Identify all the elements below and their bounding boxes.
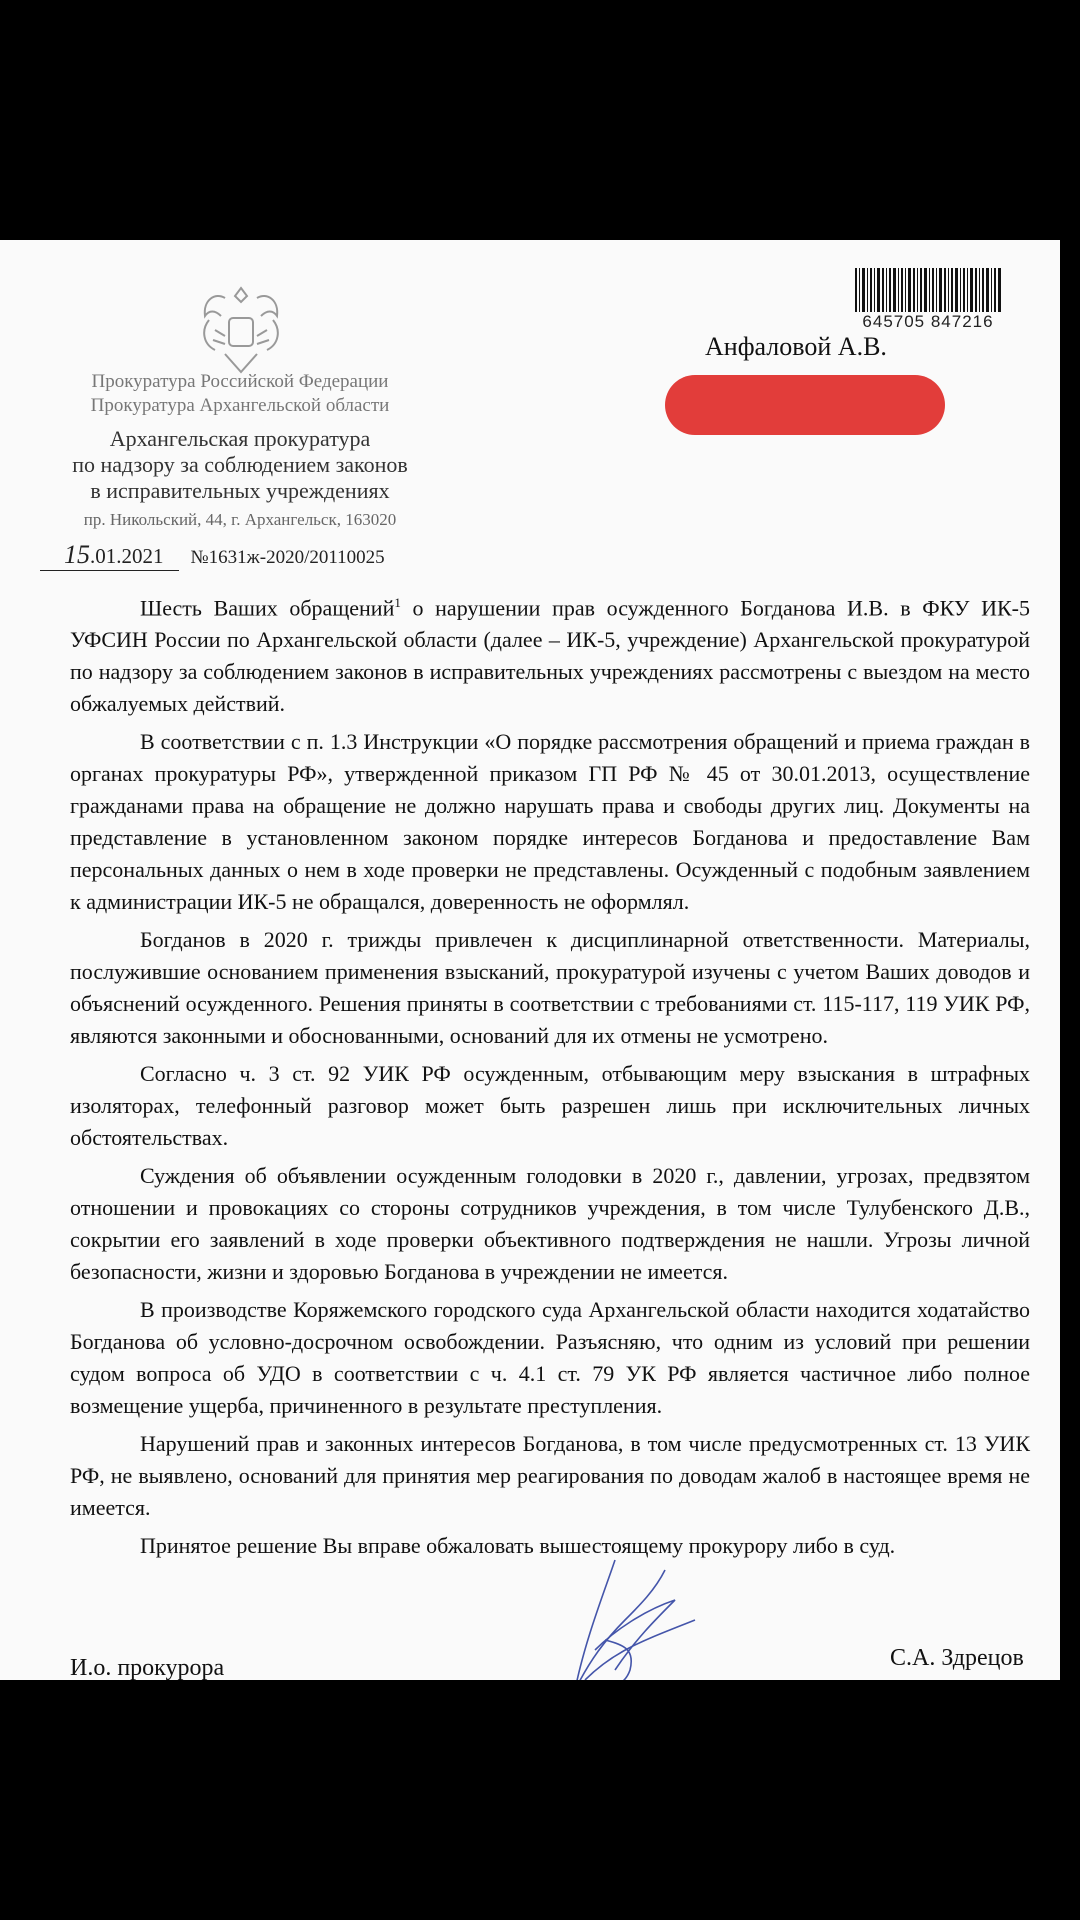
paragraph-text-rest: о нарушении прав осужденного Богданова И.В. в ФКУ ИК-5 УФСИН России по Архангельской области (далее – ИК-5, учреждение) Архангельской прокуратурой по надзору за соблюдением законов в исправительных учреждениях рассмотрены с выездом на место обжалуемых действий. [70,595,1030,717]
date-underline [40,540,179,571]
date-day: 15 [64,540,90,569]
paragraph: В соответствии с п. 1.3 Инструкции «О порядке рассмотрения обращений и приема граждан в органах прокуратуры РФ», утвержденной приказом ГП РФ № 45 от 30.01.2013, осуществление гражданами права на обращение не должно нарушать права и свободы других лиц. Документы на представление в установленном законом порядке интересов Богданова и предоставление Вам персональных данных о нем в ходе проверки не представлены. Осужденный с подобным заявлением к администрации ИК-5 не обращался, доверенность не оформлял. [70,729,1030,915]
date-and-number [40,540,385,571]
date-month-year: .01.2021 [90,544,164,568]
org-name-line-2: по надзору за соблюдением законов [72,452,408,477]
footnote-mark: 1 [394,595,401,610]
paragraph [70,587,1030,720]
signer-name: С.А. Здрецов [890,1645,1024,1671]
org-name [40,426,440,504]
paragraph: Принятое решение Вы вправе обжаловать вышестоящему прокурору либо в суд. [140,1533,896,1559]
document-number: №1631ж-2020/20110025 [190,547,385,568]
letterhead [40,370,440,530]
org-name-line-3: в исправительных учреждениях [90,478,390,503]
barcode-bars-icon [853,268,1003,312]
paragraph: Согласно ч. 3 ст. 92 УИК РФ осужденным, отбывающим меру взыскания в штрафных изоляторах, телефонный разговор может быть разрешен лишь при исключительных личных обстоятельствах. [70,1061,1030,1151]
paragraph: Суждения об объявлении осужденным голодовки в 2020 г., давлении, угрозах, предвзятом отношении и провокациях со стороны сотрудников учреждения, в том числе Тулубенского Д.В., сокрытии его заявлений в ходе проверки объективного подтверждения не нашли. Угрозы личной безопасности, жизни и здоровью Богданова в учреждении не имеется. [70,1163,1030,1285]
letter-page [0,240,1060,1680]
paragraph: Богданов в 2020 г. трижды привлечен к дисциплинарной ответственности. Материалы, послужившие основанием применения взысканий, прокуратурой изучены с учетом Ваших доводов и объяснений осужденного. Решения приняты в соответствии с требованиями ст. 115-117, 119 УИК РФ, являются законными и обоснованными, оснований для их отмены не усмотрено. [70,927,1030,1049]
paragraph: В производстве Коряжемского городского суда Архангельской области находится ходатайство Богданова об условно-досрочном освобождении. Разъясняю, что одним из условий при решении судом вопроса об УДО в соответствии с ч. 4.1 ст. 79 УК РФ является частичное либо полное возмещение ущерба, причиненного в результате преступления. [70,1297,1030,1419]
coat-of-arms-icon [195,280,287,380]
barcode [853,268,1003,338]
org-address: пр. Никольский, 44, г. Архангельск, 163020 [83,510,397,529]
signer-title: И.о. прокурора [70,1655,225,1680]
redacted-address [665,375,945,435]
paragraph-text: Шесть Ваших обращений [140,595,395,621]
org-line-2: Прокуратура Архангельской области [90,395,390,416]
recipient-name: Анфаловой А.В. [705,332,887,361]
org-name-line-1: Архангельская прокуратура [109,426,371,451]
letter-body [70,587,1030,1568]
paragraph: Нарушений прав и законных интересов Богданова, в том числе предусмотренных ст. 13 УИК РФ, не выявлено, оснований для принятия мер реагирования по доводам жалоб в настоящее время не имеется. [70,1431,1030,1521]
org-line-1: Прокуратура Российской Федерации [91,371,389,392]
barcode-number: 645705 847216 [862,312,994,331]
handwritten-signature [545,1550,705,1680]
